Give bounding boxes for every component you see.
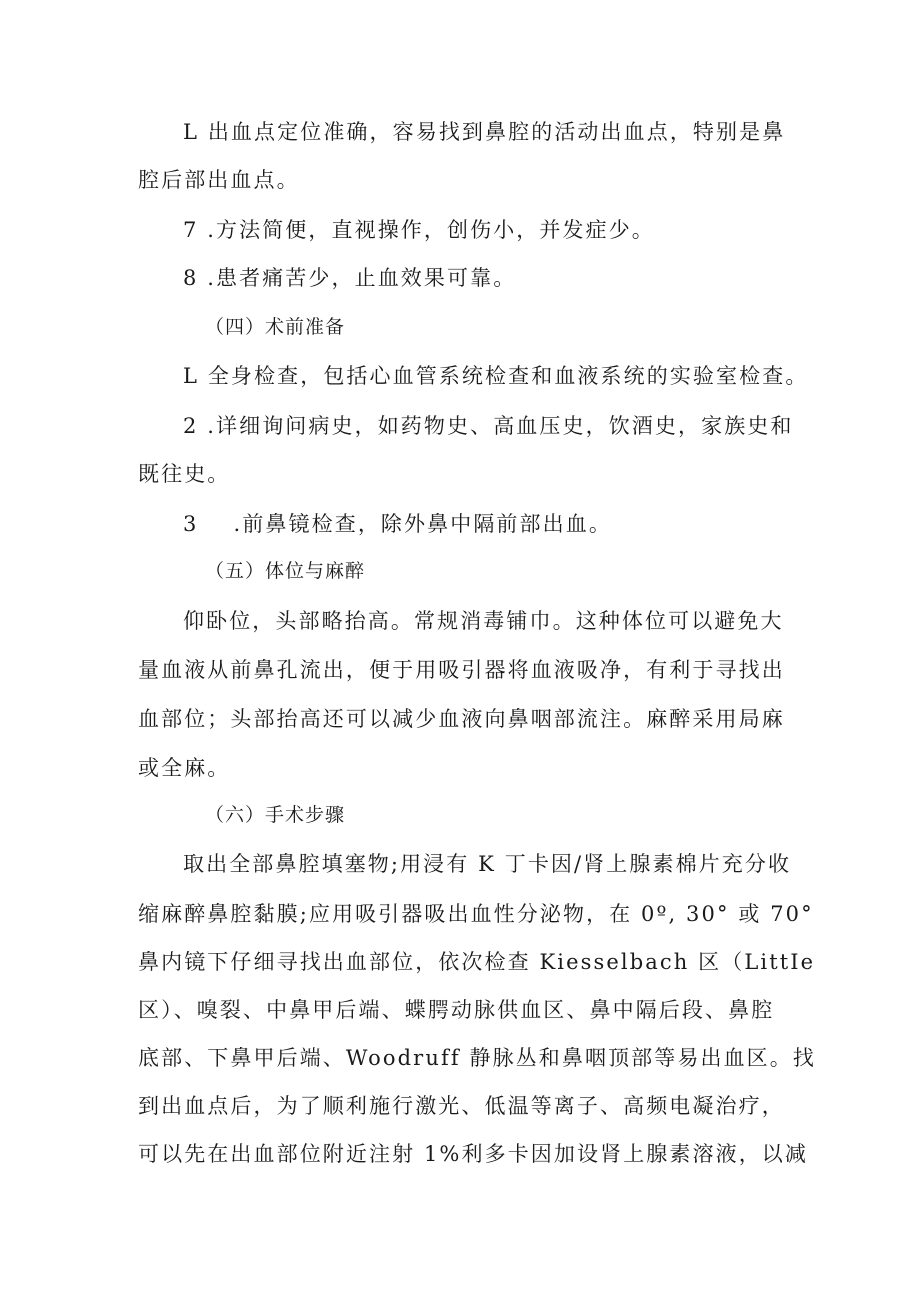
- paragraph-line: 仰卧位，头部略抬高。常规消毒铺巾。这种体位可以避免大: [183, 609, 784, 633]
- section-heading: （五）体位与麻醉: [205, 560, 366, 582]
- paragraph-line: 到出血点后，为了顺利施行激光、低温等离子、高频电凝治疗，: [138, 1094, 785, 1118]
- list-item: 3 .前鼻镜检查，除外鼻中隔前部出血。: [183, 512, 612, 536]
- text-line: 既往史。: [138, 462, 231, 486]
- paragraph-line: 底部、下鼻甲后端、Woodruff 静脉丛和鼻咽顶部等易出血区。找: [138, 1046, 816, 1070]
- paragraph-line: 可以先在出血部位附近注射 1%利多卡因加设肾上腺素溶液，以减: [138, 1142, 808, 1166]
- text-line: L 出血点定位准确，容易找到鼻腔的活动出血点，特别是鼻: [183, 120, 786, 144]
- section-heading: （四）术前准备: [205, 316, 346, 338]
- list-item: L 全身检查，包括心血管系统检查和血液系统的实验室检查。: [183, 364, 809, 388]
- list-item: 8 .患者痛苦少，止血效果可靠。: [183, 266, 517, 290]
- paragraph-line: 或全麻。: [138, 756, 231, 780]
- list-item: 2 .详细询问病史，如药物史、高血压史，饮酒史，家族史和: [183, 414, 794, 438]
- text-line: 腔后部出血点。: [138, 168, 300, 192]
- paragraph-line: 区）、嗅裂、中鼻甲后端、蝶腭动脉供血区、鼻中隔后段、鼻腔: [138, 998, 775, 1022]
- paragraph-line: 鼻内镜下仔细寻找出血部位，依次检查 Kiesselbach 区（LittIe: [138, 950, 816, 974]
- paragraph-line: 取出全部鼻腔填塞物;用浸有 K 丁卡因/肾上腺素棉片充分收: [183, 852, 792, 876]
- paragraph-line: 血部位；头部抬高还可以减少血液向鼻咽部流注。麻醉采用局麻: [138, 707, 785, 731]
- paragraph-line: 缩麻醉鼻腔黏膜;应用吸引器吸出血性分泌物，在 0º, 30° 或 70°: [138, 902, 814, 926]
- paragraph-line: 量血液从前鼻孔流出，便于用吸引器将血液吸净，有利于寻找出: [138, 658, 785, 682]
- section-heading: （六）手术步骤: [205, 804, 346, 826]
- list-item: 7 .方法简便，直视操作，创伤小，并发症少。: [183, 218, 655, 242]
